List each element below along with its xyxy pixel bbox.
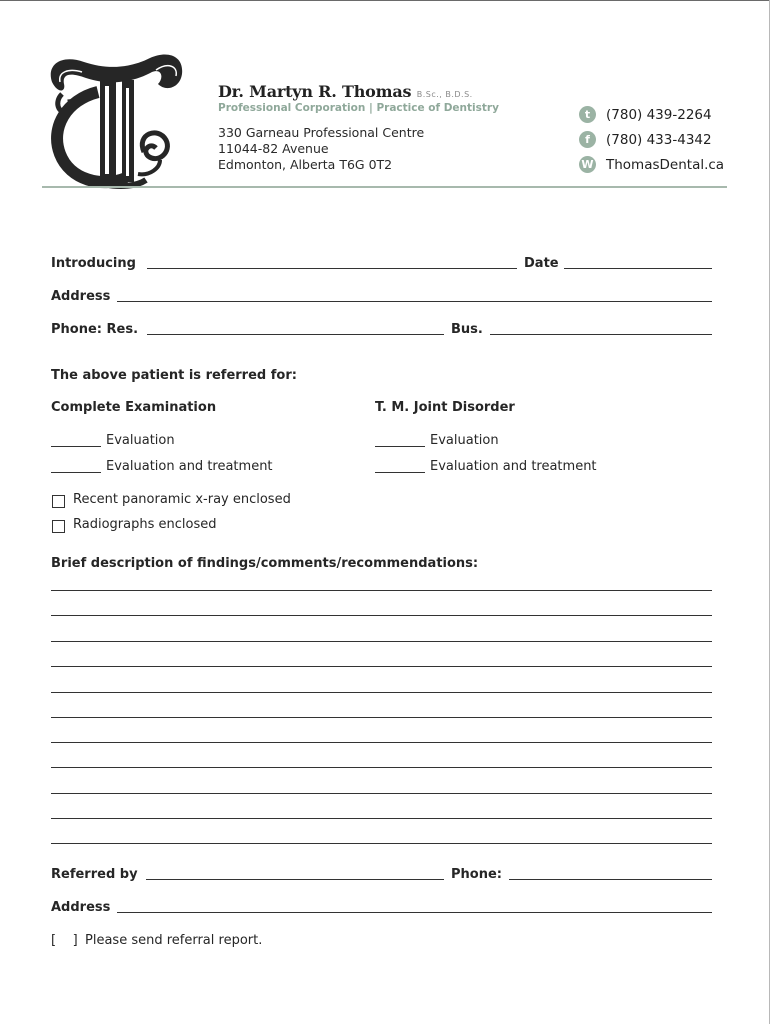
- comment-line[interactable]: [51, 742, 712, 743]
- contact-fax: [579, 131, 712, 148]
- radiographs-checkbox[interactable]: [52, 520, 65, 533]
- tmj-eval-treatment-label: Evaluation and treatment: [430, 459, 597, 474]
- practice-subtitle: Professional Corporation | Practice of Dentistry: [218, 102, 499, 114]
- web-icon: W: [579, 156, 596, 173]
- comment-line[interactable]: [51, 767, 712, 768]
- bus-line[interactable]: [490, 334, 712, 335]
- introducing-line[interactable]: [147, 268, 517, 269]
- exam-eval-treatment-label: Evaluation and treatment: [106, 459, 273, 474]
- referred-by-line[interactable]: [146, 879, 444, 880]
- date-line[interactable]: [564, 268, 712, 269]
- doctor-name-text: Dr. Martyn R. Thomas: [218, 82, 412, 101]
- xray-checkbox[interactable]: [52, 495, 65, 508]
- phone-1-text: (780) 439-2264: [606, 106, 712, 123]
- send-report-checkbox[interactable]: [ ]: [51, 933, 78, 948]
- address-line-3: Edmonton, Alberta T6G 0T2: [218, 157, 393, 172]
- complete-exam-heading: Complete Examination: [51, 400, 217, 415]
- monogram-logo: [38, 42, 190, 192]
- comment-line[interactable]: [51, 666, 712, 667]
- address-label: Address: [51, 289, 111, 304]
- fax-icon: f: [579, 131, 596, 148]
- tmj-heading: T. M. Joint Disorder: [375, 400, 515, 415]
- tmj-eval-treatment-blank[interactable]: [375, 472, 425, 473]
- website-text: ThomasDental.ca: [606, 156, 725, 173]
- comment-line[interactable]: [51, 590, 712, 591]
- send-report-label: Please send referral report.: [85, 933, 263, 948]
- phone-line[interactable]: [509, 879, 712, 880]
- contact-phone-1: [579, 106, 712, 123]
- doctor-name: [218, 82, 473, 101]
- phone-res-line[interactable]: [147, 334, 444, 335]
- tmj-evaluation-blank[interactable]: [375, 446, 425, 447]
- comment-line[interactable]: [51, 717, 712, 718]
- comment-line[interactable]: [51, 818, 712, 819]
- phone-label: Phone:: [451, 867, 502, 882]
- comment-line[interactable]: [51, 641, 712, 642]
- phone-icon: t: [579, 106, 596, 123]
- comment-line[interactable]: [51, 615, 712, 616]
- tmj-evaluation-label: Evaluation: [430, 433, 499, 448]
- xray-label: Recent panoramic x-ray enclosed: [73, 492, 291, 507]
- contact-website: [579, 156, 724, 173]
- comment-line[interactable]: [51, 793, 712, 794]
- introducing-label: Introducing: [51, 256, 136, 271]
- bus-label: Bus.: [451, 322, 483, 337]
- comment-line[interactable]: [51, 843, 712, 844]
- address-line[interactable]: [117, 301, 712, 302]
- exam-eval-treatment-blank[interactable]: [51, 472, 101, 473]
- brief-description-heading: Brief description of findings/comments/recommendations:: [51, 556, 479, 571]
- referred-by-label: Referred by: [51, 867, 138, 882]
- referred-for-heading: The above patient is referred for:: [51, 368, 297, 383]
- phone-res-label: Phone: Res.: [51, 322, 139, 337]
- doctor-credentials: B.Sc., B.D.S.: [416, 90, 473, 99]
- header-divider: [42, 186, 727, 188]
- fax-text: (780) 433-4342: [606, 131, 712, 148]
- address-line-1: 330 Garneau Professional Centre: [218, 125, 425, 140]
- exam-evaluation-blank[interactable]: [51, 446, 101, 447]
- address-line-2: 11044-82 Avenue: [218, 141, 329, 156]
- exam-evaluation-label: Evaluation: [106, 433, 175, 448]
- referrer-address-label: Address: [51, 900, 111, 915]
- referrer-address-line[interactable]: [117, 912, 712, 913]
- top-border: [0, 0, 770, 1]
- radiographs-label: Radiographs enclosed: [73, 517, 217, 532]
- comment-line[interactable]: [51, 692, 712, 693]
- date-label: Date: [524, 256, 559, 271]
